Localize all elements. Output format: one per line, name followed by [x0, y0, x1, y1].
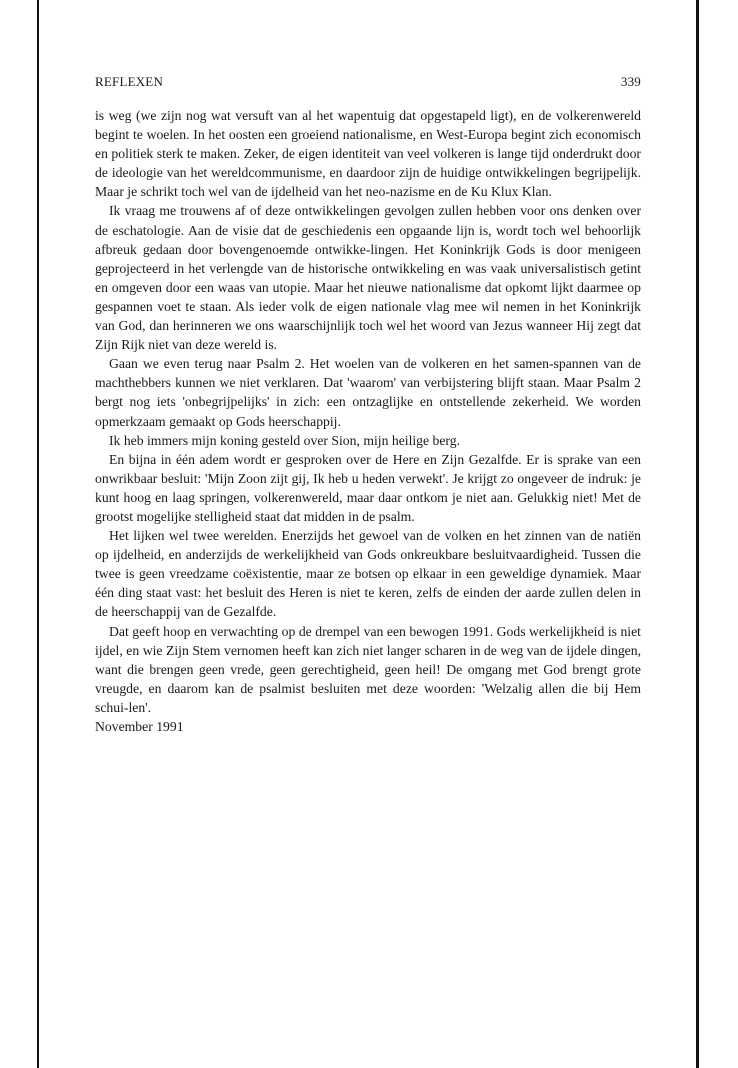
date-line: November 1991	[95, 719, 184, 734]
paragraph-3: Gaan we even terug naar Psalm 2. Het woelen van de volkeren en het samen-spannen van de machthebbers kunnen we niet verklaren. Dat 'waarom' van verbijstering blijft staan. Maar Psalm 2 bergt nog iets 'onbegrijpelijks' in zich: een ontzaglijke en ontstellende zekerheid. We worden opmerkzaam gemaakt op Gods heerschappij.	[95, 356, 641, 429]
paragraph-4: En bijna in één adem wordt er gesproken over de Here en Zijn Gezalfde. Er is sprake van een onwrikbaar besluit: 'Mijn Zoon zijt gij, Ik heb u heden verwekt'. Je krijgt zo ongeveer de indruk: je kunt hoog en laag springen, volkerenwereld, maar daar ontkom je niet aan. Gelukkig niet! Met de grootst mogelijke stelligheid staat dat midden in de psalm.	[95, 451, 641, 524]
paragraph-6: Dat geeft hoop en verwachting op de drempel van een bewogen 1991. Gods werkelijkheid is niet ijdel, en wie Zijn Stem vernomen heeft kan zich niet langer scharen in de weg van de ijdele dingen, want die brengen geen vrede, geen gerechtigheid, geen heil! De omgang met God brengt grote vreugde, en daarom kan de psalmist besluiten met deze woorden: 'Welzalig allen die bij Hem schui-len'.	[95, 623, 641, 715]
scan-edge-left	[37, 0, 39, 1068]
journal-title: REFLEXEN	[95, 74, 164, 89]
article-body	[95, 106, 641, 736]
paragraph-5: Het lijken wel twee werelden. Enerzijds het gewoel van de volken en het zinnen van de natiën op ijdelheid, en anderzijds de werkelijkheid van Gods onkreukbare besluitvaardigheid. Tussen die twee is geen vreedzame coëxistentie, maar ze botsen op elkaar in een geweldige dynamiek. Maar één ding staat vast: het besluit des Heren is niet te keren, zelfs de einden der aarde zullen delen in de heerschappij van de Gezalfde.	[95, 528, 641, 620]
scan-edge-right	[696, 0, 699, 1068]
paragraph-2: Ik vraag me trouwens af of deze ontwikkelingen gevolgen zullen hebben voor ons denken over de eschatologie. Aan de visie dat de geschiedenis een opgaande lijn is, wordt toch wel behoorlijk afbreuk gedaan door bovengenoemde ontwikke-lingen. Het Koninkrijk Gods is door menigeen geprojecteerd in het verlengde van de historische ontwikkeling en was vaak universalistisch getint en omgeven door een waas van utopie. Maar het nieuwe nationalisme dat opkomt lijkt daarmee op gespannen voet te staan. Als ieder volk de eigen nationale vlag mee wil nemen in het Koninkrijk van God, dan herinneren we ons waarschijnlijk toch wel het woord van Jezus wanneer Hij zegt dat Zijn Rijk niet van deze wereld is.	[95, 203, 641, 353]
page-number: 339	[620, 74, 641, 89]
psalm-quote: Ik heb immers mijn koning gesteld over Sion, mijn heilige berg.	[109, 432, 461, 448]
running-header	[95, 74, 641, 92]
document-page	[95, 74, 641, 736]
paragraph-1: is weg (we zijn nog wat versuft van al het wapentuig dat opgestapeld ligt), en de volkerenwereld begint te woelen. In het oosten een groeiend nationalisme, en West-Europa begint zich economisch en politiek sterk te maken. Zeker, de eigen identiteit van veel volkeren is lange tijd onderdrukt door de ideologie van het wereldcommunisme, en daardoor zijn de huidige ontwikkelingen begrijpelijk. Maar je schrikt toch wel van de ijdelheid van het neo-nazisme en de Ku Klux Klan.	[95, 108, 641, 200]
